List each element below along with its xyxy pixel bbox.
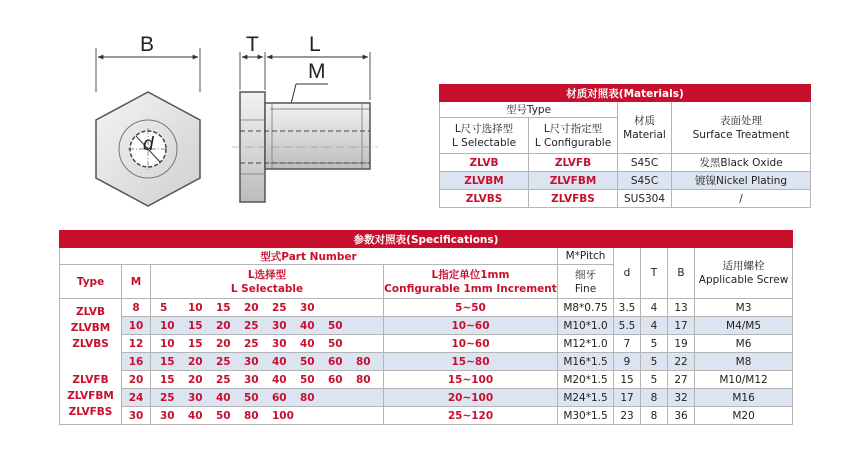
spec-type-list: [60, 299, 122, 425]
dim-t-label: T: [246, 33, 259, 56]
spec-l-value: 30: [188, 391, 203, 404]
spec-range-cell: 15~80: [384, 353, 558, 371]
spec-l-value: 80: [356, 355, 371, 368]
spec-m-cell: 30: [122, 407, 151, 425]
spec-l-value: 30: [160, 409, 175, 422]
spec-row: [60, 353, 793, 371]
spec-t-cell: 5: [641, 335, 668, 353]
spec-l-value: 25: [244, 319, 259, 332]
spec-l-value: 20: [244, 301, 259, 314]
spec-screw-cell: M3: [695, 299, 793, 317]
spec-l-values: [151, 371, 384, 389]
spec-l-value: 25: [216, 355, 231, 368]
materials-row: [440, 154, 811, 172]
spec-l-value: 30: [272, 319, 287, 332]
spec-l-value: 40: [188, 409, 203, 422]
spec-l-value: 80: [356, 373, 371, 386]
spec-t-cell: 4: [641, 317, 668, 335]
spec-l-value: 10: [188, 301, 203, 314]
spec-b-cell: 32: [668, 389, 695, 407]
spec-l-value: 20: [188, 373, 203, 386]
spec-row: [60, 407, 793, 425]
materials-sel-cell: ZLVBS: [440, 190, 529, 208]
spec-l-value: 25: [216, 373, 231, 386]
spec-screw-cell: M10/M12: [695, 371, 793, 389]
materials-material-header: 材质 Material: [618, 102, 672, 154]
spec-l-value: 15: [188, 319, 203, 332]
spec-range-cell: 15~100: [384, 371, 558, 389]
spec-t-cell: 5: [641, 353, 668, 371]
spec-l-values: [151, 299, 384, 317]
spec-l-values: [151, 407, 384, 425]
spec-m-header: M: [122, 265, 151, 299]
materials-material-cell: S45C: [618, 172, 672, 190]
spec-l-value: 80: [300, 391, 315, 404]
spec-b-cell: 19: [668, 335, 695, 353]
spec-l-value: 50: [300, 355, 315, 368]
spec-pitch-cell: M24*1.5: [558, 389, 614, 407]
spec-b-cell: 36: [668, 407, 695, 425]
spec-l-value: 30: [244, 355, 259, 368]
dim-d-label: d: [143, 134, 154, 155]
spec-l-value: 50: [328, 319, 343, 332]
materials-conf-cell: ZLVFB: [529, 154, 618, 172]
spec-l-values: [151, 389, 384, 407]
materials-material-cell: S45C: [618, 154, 672, 172]
spec-type-name: ZLVFBM: [67, 389, 114, 402]
spec-pitch-cell: M20*1.5: [558, 371, 614, 389]
spec-l-value: 20: [216, 337, 231, 350]
spec-screw-cell: M4/M5: [695, 317, 793, 335]
dim-l-label: L: [309, 33, 321, 56]
dim-b-label: B: [140, 33, 155, 56]
spec-l-value: 40: [272, 355, 287, 368]
spec-l-value: 30: [244, 373, 259, 386]
spec-t-cell: 8: [641, 389, 668, 407]
spec-l-value: 40: [216, 391, 231, 404]
spec-m-cell: 20: [122, 371, 151, 389]
spec-type-name: ZLVBS: [72, 337, 109, 350]
spec-range-cell: 25~120: [384, 407, 558, 425]
technical-drawing: [0, 0, 430, 225]
spec-l-value: 10: [160, 337, 175, 350]
spec-m-cell: 24: [122, 389, 151, 407]
spec-d-cell: 7: [614, 335, 641, 353]
materials-l-selectable-header: L尺寸选择型 L Selectable: [440, 118, 529, 154]
spec-l-value: 25: [272, 301, 287, 314]
spec-d-cell: 17: [614, 389, 641, 407]
spec-l-value: 50: [328, 337, 343, 350]
spec-l-value: 15: [160, 355, 175, 368]
spec-l-value: 50: [300, 373, 315, 386]
spec-m-cell: 12: [122, 335, 151, 353]
materials-surface-cell: /: [672, 190, 811, 208]
spec-pitch-cell: M30*1.5: [558, 407, 614, 425]
spec-type-name: ZLVFB: [72, 373, 109, 386]
spec-pitch-cell: M10*1.0: [558, 317, 614, 335]
materials-surface-cell: 镀镍Nickel Plating: [672, 172, 811, 190]
materials-conf-cell: ZLVFBS: [529, 190, 618, 208]
spec-range-cell: 10~60: [384, 317, 558, 335]
spec-l-value: 40: [300, 319, 315, 332]
spec-screw-cell: M16: [695, 389, 793, 407]
spec-l-value: 50: [244, 391, 259, 404]
spec-title: 参数对照表(Specifications): [60, 231, 793, 248]
spec-l-value: 20: [216, 319, 231, 332]
spec-l-value: 60: [328, 373, 343, 386]
spec-l-values: [151, 335, 384, 353]
spec-b-cell: 17: [668, 317, 695, 335]
materials-sel-cell: ZLVBM: [440, 172, 529, 190]
spec-l-value: 60: [272, 391, 287, 404]
spec-d-header: d: [614, 248, 641, 299]
spec-screw-header: 适用螺栓 Applicable Screw: [695, 248, 793, 299]
spec-screw-cell: M20: [695, 407, 793, 425]
spec-type-header: Type: [60, 265, 122, 299]
spec-d-cell: 5.5: [614, 317, 641, 335]
spec-d-cell: 9: [614, 353, 641, 371]
spec-m-cell: 10: [122, 317, 151, 335]
spec-l-value: 40: [272, 373, 287, 386]
spec-pitch-cell: M12*1.0: [558, 335, 614, 353]
materials-title: 材质对照表(Materials): [440, 85, 811, 102]
spec-t-cell: 5: [641, 371, 668, 389]
spec-row: [60, 299, 793, 317]
spec-l-value: 20: [188, 355, 203, 368]
spec-range-cell: 20~100: [384, 389, 558, 407]
spec-pitch-header: M*Pitch: [558, 248, 614, 265]
spec-b-cell: 22: [668, 353, 695, 371]
materials-surface-cell: 发黑Black Oxide: [672, 154, 811, 172]
spec-d-cell: 3.5: [614, 299, 641, 317]
spec-l-values: [151, 353, 384, 371]
spec-l-value: 25: [244, 337, 259, 350]
spec-l-selectable-header: L选择型 L Selectable: [151, 265, 384, 299]
materials-material-cell: SUS304: [618, 190, 672, 208]
spec-t-cell: 4: [641, 299, 668, 317]
spec-d-cell: 23: [614, 407, 641, 425]
spec-m-cell: 16: [122, 353, 151, 371]
spec-screw-cell: M8: [695, 353, 793, 371]
spec-l-value: 15: [188, 337, 203, 350]
spec-b-header: B: [668, 248, 695, 299]
spec-t-header: T: [641, 248, 668, 299]
materials-table: [439, 84, 811, 208]
materials-l-configurable-header: L尺寸指定型 L Configurable: [529, 118, 618, 154]
spec-l-value: 25: [160, 391, 175, 404]
spec-l-value: 100: [272, 409, 294, 422]
spec-l-value: 50: [216, 409, 231, 422]
spec-d-cell: 15: [614, 371, 641, 389]
spec-range-cell: 5~50: [384, 299, 558, 317]
spec-l-value: 60: [328, 355, 343, 368]
spec-l-value: 10: [160, 319, 175, 332]
spec-l-value: 40: [300, 337, 315, 350]
spec-row: [60, 371, 793, 389]
spec-l-value: 15: [160, 373, 175, 386]
side-view-shank: [265, 103, 370, 169]
spec-l-value: 80: [244, 409, 259, 422]
specifications-table: [59, 230, 793, 425]
spec-l-value: 30: [300, 301, 315, 314]
spec-part-number-header: 型式Part Number: [60, 248, 558, 265]
dim-m-label: M: [308, 60, 326, 83]
spec-screw-cell: M6: [695, 335, 793, 353]
materials-row: [440, 190, 811, 208]
spec-m-cell: 8: [122, 299, 151, 317]
materials-surface-header: 表面处理 Surface Treatment: [672, 102, 811, 154]
spec-type-name: ZLVB: [76, 305, 105, 318]
spec-b-cell: 13: [668, 299, 695, 317]
spec-range-cell: 10~60: [384, 335, 558, 353]
spec-l-values: [151, 317, 384, 335]
materials-row: [440, 172, 811, 190]
spec-b-cell: 27: [668, 371, 695, 389]
spec-fine-header: 细牙 Fine: [558, 265, 614, 299]
materials-type-header: 型号Type: [440, 102, 618, 118]
spec-pitch-cell: M16*1.5: [558, 353, 614, 371]
spec-l-value: 15: [216, 301, 231, 314]
materials-conf-cell: ZLVFBM: [529, 172, 618, 190]
spec-type-name: ZLVBM: [70, 321, 111, 334]
spec-row: [60, 335, 793, 353]
spec-pitch-cell: M8*0.75: [558, 299, 614, 317]
spec-l-value: 5: [160, 301, 168, 314]
materials-sel-cell: ZLVB: [440, 154, 529, 172]
spec-l-configurable-header: L指定单位1mm Configurable 1mm Increment: [384, 265, 558, 299]
spec-row: [60, 389, 793, 407]
spec-l-value: 30: [272, 337, 287, 350]
spec-type-name: ZLVFBS: [68, 405, 113, 418]
spec-t-cell: 8: [641, 407, 668, 425]
spec-row: [60, 317, 793, 335]
